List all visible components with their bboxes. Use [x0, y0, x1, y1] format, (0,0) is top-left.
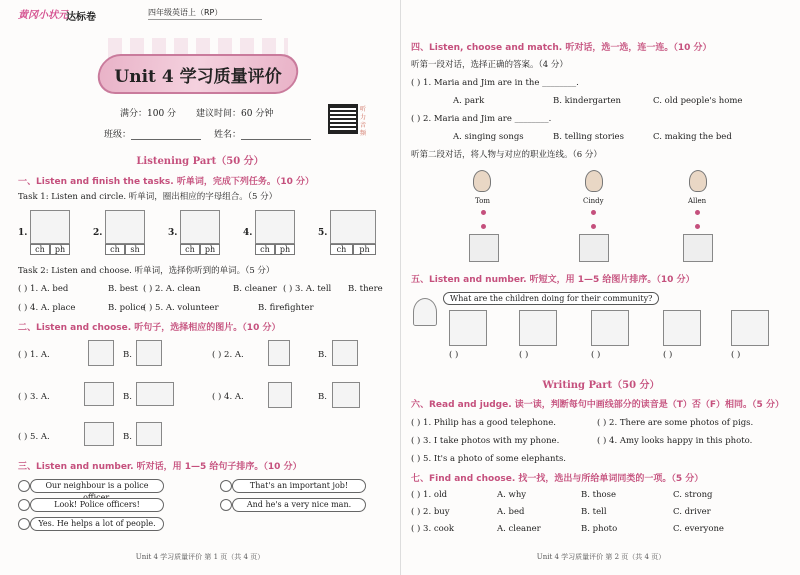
community-picture — [519, 310, 557, 346]
find-row-2-c: C. driver — [673, 507, 711, 517]
find-row-3-q[interactable]: ( ) 3. cook — [411, 524, 454, 534]
item-number: 1. — [18, 228, 28, 238]
option-ph[interactable]: ph — [353, 244, 376, 255]
page-footer: Unit 4 学习质量评价 第 1 页（共 4 页） — [135, 553, 265, 561]
option-ph[interactable]: ph — [275, 244, 295, 255]
choice-b: B. best — [108, 284, 138, 294]
option-ch[interactable]: ch — [255, 244, 275, 255]
person-phone-picture — [268, 340, 290, 366]
full-score: 满分：100 分 — [120, 109, 177, 119]
option-ph[interactable]: ph — [50, 244, 70, 255]
s2-b-label: B. — [318, 392, 327, 402]
brand-logo: 黄冈小状元 — [18, 10, 68, 21]
s2-b-label: B. — [123, 392, 132, 402]
choice-item[interactable]: ( ) 5. A. volunteer — [143, 303, 219, 313]
community-picture — [731, 310, 769, 346]
cleaner-picture — [268, 382, 292, 408]
answer-paren[interactable]: ( ) — [591, 350, 601, 360]
option-ph[interactable]: ph — [200, 244, 220, 255]
answer-paren[interactable]: ( ) — [519, 350, 529, 360]
answer-paren[interactable]: ( ) — [663, 350, 673, 360]
option-ch[interactable]: ch — [180, 244, 200, 255]
judge-item-5[interactable]: ( ) 5. It's a photo of some elephants. — [411, 454, 567, 464]
option-sh[interactable]: sh — [125, 244, 145, 255]
family-picture — [136, 382, 174, 406]
sheep-picture — [105, 210, 145, 244]
task-1-items — [18, 210, 388, 260]
match-dot[interactable] — [695, 210, 700, 215]
family-photo-picture — [180, 210, 220, 244]
section-5-title: 五、Listen and number. 听短文，用 1—5 给图片排序。（10 分） — [411, 275, 695, 285]
option-ch[interactable]: ch — [30, 244, 50, 255]
photo-picture — [332, 340, 358, 366]
exam-type: 达标卷 — [66, 12, 96, 23]
community-picture — [591, 310, 629, 346]
s2-b-label: B. — [123, 350, 132, 360]
choice-item[interactable]: ( ) 1. A. bed — [18, 284, 69, 294]
name-field[interactable] — [214, 127, 311, 140]
s2-item-2[interactable]: ( ) 2. A. — [212, 350, 244, 360]
answer-paren[interactable]: ( ) — [449, 350, 459, 360]
page-footer: Unit 4 学习质量评价 第 2 页（共 4 页） — [536, 553, 666, 561]
s4-sub-1: 听第一段对话，选择正确的答案。（4 分） — [411, 60, 568, 70]
sentence-4: And he's a very nice man. — [232, 498, 366, 512]
item-number: 3. — [168, 228, 178, 238]
allen-name: Allen — [688, 197, 707, 205]
find-row-1-c: C. strong — [673, 490, 713, 500]
reading-picture — [332, 382, 360, 408]
chair-picture — [255, 210, 295, 244]
choice-item[interactable]: ( ) 4. A. place — [18, 303, 76, 313]
section-4-title: 四、Listen, choose and match. 听对话，选一选，连一连。（10 分） — [411, 43, 712, 53]
class-field[interactable] — [104, 127, 201, 140]
find-row-3-b: B. photo — [581, 524, 618, 534]
q1-opt-c: C. old people's home — [653, 96, 743, 106]
judge-item-4[interactable]: ( ) 4. Amy looks happy in this photo. — [597, 436, 753, 446]
name-label: 姓名： — [214, 130, 242, 140]
section-6-title: 六、Read and judge. 读一读，判断每句中画线部分的读音是（T）否（F）相同。（5 分） — [411, 400, 784, 410]
task-2-instruction: Task 2: Listen and choose. 听单词，选择你听到的单词。（5 分） — [18, 266, 275, 276]
kids-picture — [84, 422, 114, 446]
writing-part-heading: Writing Part（50 分） — [542, 380, 660, 391]
tom-name: Tom — [475, 197, 490, 205]
elephant-picture — [330, 210, 376, 244]
bed-picture — [84, 382, 114, 406]
judge-item-2[interactable]: ( ) 2. There are some photos of pigs. — [597, 418, 754, 428]
match-dot[interactable] — [591, 224, 596, 229]
qr-code[interactable] — [328, 104, 358, 134]
item-number: 4. — [243, 228, 253, 238]
teacher-avatar — [413, 298, 437, 326]
task-1-instruction: Task 1: Listen and circle. 听单词，圈出相应的字母组合。（5 分） — [18, 192, 278, 202]
item-number: 5. — [318, 228, 328, 238]
suggested-time: 建议时间：60 分钟 — [196, 109, 274, 119]
s2-item-5[interactable]: ( ) 5. A. — [18, 432, 50, 442]
match-dot[interactable] — [591, 210, 596, 215]
section-2-title: 二、Listen and choose. 听句子，选择相应的图片。（10 分） — [18, 323, 281, 333]
option-ch[interactable]: ch — [105, 244, 125, 255]
q1-opt-a: A. park — [453, 96, 485, 106]
q2-opt-b: B. telling stories — [553, 132, 624, 142]
people-picture — [136, 340, 162, 366]
job-picture — [579, 234, 609, 262]
choice-b: B. police — [108, 303, 146, 313]
section-7-title: 七、Find and choose. 找一找，选出与所给单词同类的一项。（5 分） — [411, 474, 704, 484]
s4-q2[interactable]: ( ) 2. Maria and Jim are ________. — [411, 114, 552, 124]
class-label: 班级： — [104, 130, 132, 140]
phone-picture — [30, 210, 70, 244]
order-circle[interactable] — [18, 518, 30, 530]
qr-label: 听力音频 — [360, 106, 367, 137]
order-circle[interactable] — [18, 480, 30, 492]
item-number: 2. — [93, 228, 103, 238]
s2-item-1[interactable]: ( ) 1. A. — [18, 350, 50, 360]
tom-avatar — [473, 170, 491, 192]
choice-b: B. there — [348, 284, 383, 294]
find-row-1-a: A. why — [497, 490, 527, 500]
find-row-1-q[interactable]: ( ) 1. old — [411, 490, 448, 500]
sentence-3: Look! Police officers! — [30, 498, 164, 512]
q1-opt-b: B. kindergarten — [553, 96, 622, 106]
judge-item-1[interactable]: ( ) 1. Philip has a good telephone. — [411, 418, 556, 428]
s2-item-3[interactable]: ( ) 3. A. — [18, 392, 50, 402]
job-picture — [683, 234, 713, 262]
answer-paren[interactable]: ( ) — [731, 350, 741, 360]
option-ch[interactable]: ch — [330, 244, 353, 255]
s2-b-label: B. — [318, 350, 327, 360]
allen-avatar — [689, 170, 707, 192]
community-picture — [449, 310, 487, 346]
find-row-2-b: B. tell — [581, 507, 607, 517]
s2-item-4[interactable]: ( ) 4. A. — [212, 392, 244, 402]
cindy-avatar — [585, 170, 603, 192]
cindy-name: Cindy — [583, 197, 604, 205]
right-page — [400, 0, 800, 575]
s2-b-label: B. — [123, 432, 132, 442]
match-dot[interactable] — [695, 224, 700, 229]
page-title: Unit 4 学习质量评价 — [114, 67, 282, 87]
choice-b: B. firefighter — [258, 303, 314, 313]
order-circle[interactable] — [220, 480, 232, 492]
s4-q1[interactable]: ( ) 1. Maria and Jim are in the ________. — [411, 78, 579, 88]
sentence-5: Yes. He helps a lot of people. — [30, 517, 164, 531]
sentence-1: Our neighbour is a police — [30, 479, 164, 493]
find-row-3-c: C. everyone — [673, 524, 724, 534]
judge-item-3[interactable]: ( ) 3. I take photos with my phone. — [411, 436, 560, 446]
find-row-2-q[interactable]: ( ) 2. buy — [411, 507, 450, 517]
match-dot[interactable] — [481, 210, 486, 215]
q2-opt-c: C. making the bed — [653, 132, 732, 142]
bus-picture — [88, 340, 114, 366]
listening-part-heading: Listening Part（50 分） — [136, 156, 264, 167]
match-dot[interactable] — [481, 224, 486, 229]
find-row-1-b: B. those — [581, 490, 617, 500]
choice-item[interactable]: ( ) 2. A. clean — [143, 284, 201, 294]
grade-label: 四年级英语上（RP） — [148, 7, 262, 20]
section-3-title: 三、Listen and number. 听对话，用 1—5 给句子排序。（10 分） — [18, 462, 302, 472]
community-picture — [663, 310, 701, 346]
section-1-title: 一、Listen and finish the tasks. 听单词，完成下列任务。（10 分） — [18, 177, 314, 187]
find-row-2-a: A. bed — [497, 507, 525, 517]
q2-opt-a: A. singing songs — [453, 132, 524, 142]
order-circle[interactable] — [220, 499, 232, 511]
s4-sub-2: 听第二段对话，将人物与对应的职业连线。（6 分） — [411, 150, 602, 160]
order-circle[interactable] — [18, 499, 30, 511]
game-picture — [136, 422, 162, 446]
choice-item[interactable]: ( ) 3. A. tell — [283, 284, 332, 294]
sentence-2: That's an important job! — [232, 479, 366, 493]
job-picture — [469, 234, 499, 262]
question-bubble: What are the children doing for their community? — [443, 292, 659, 305]
find-row-3-a: A. cleaner — [497, 524, 541, 534]
choice-b: B. cleaner — [233, 284, 277, 294]
